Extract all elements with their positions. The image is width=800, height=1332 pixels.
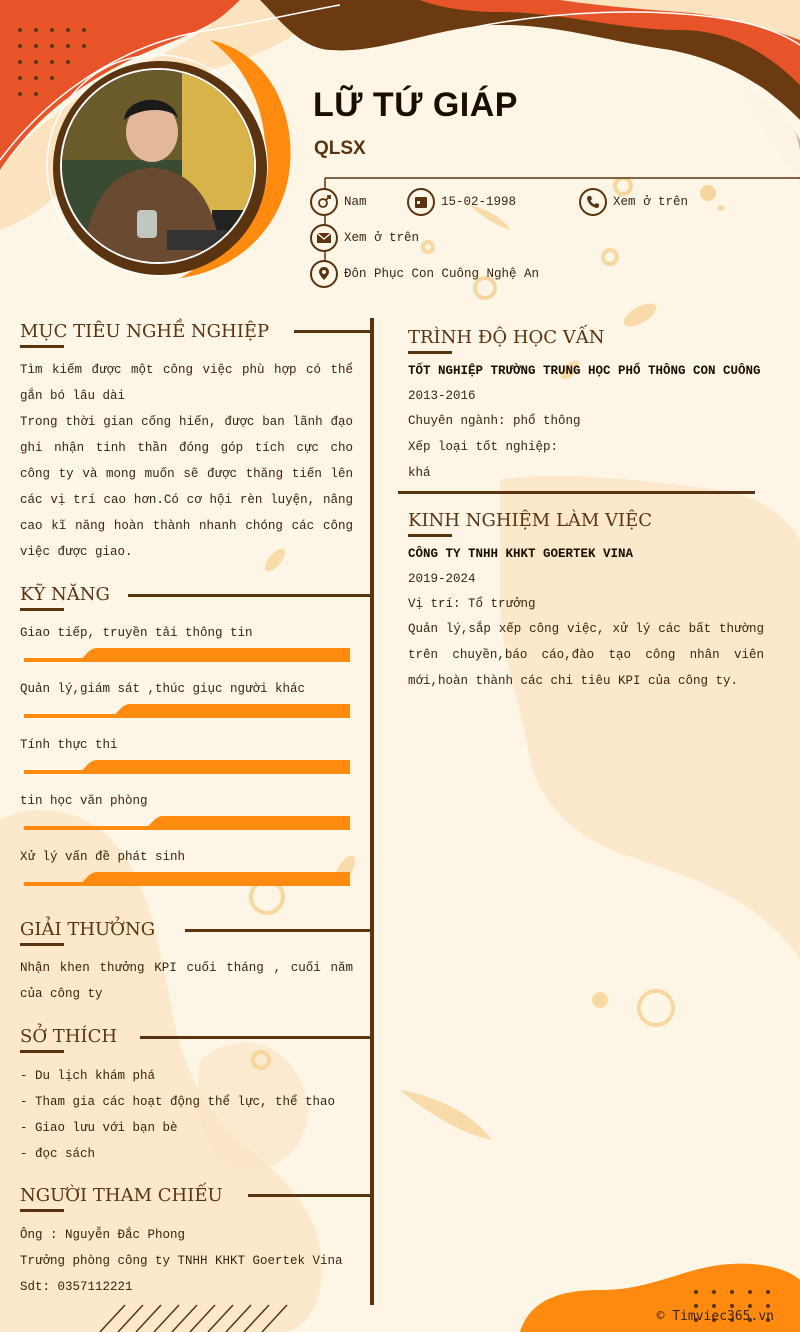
skill-label: Xử lý vấn đề phát sinh xyxy=(20,850,186,864)
awards-title xyxy=(20,919,155,940)
objective-text: Tìm kiếm được một công việc phù hợp có thể gắn bó lâu dài Trong thời gian cống hiến, được ban lãnh đạo ghi nhận tinh thần đóng góp tích cực cho công ty và mong muốn sẽ được thăng tiến lên các vị trí cao hơn.Có cơ hội rèn luyện, nâng cao kĩ năng hoàn thành nhanh chóng các công việc được giao. xyxy=(20,363,353,559)
education-period: 2013-2016 xyxy=(408,389,476,403)
skill-label: Quản lý,giám sát ,thúc giục người khác xyxy=(20,682,306,696)
birthday-text: 15-02-1998 xyxy=(441,195,517,209)
skills-rule xyxy=(128,594,374,597)
education-title-text: TRÌNH ĐỘ HỌC VẤN xyxy=(408,327,605,348)
experience-title-text: KINH NGHIỆM LÀM VIỆC xyxy=(408,510,653,531)
awards-text: Nhận khen thưởng KPI cuối tháng , cuối năm của công ty xyxy=(20,961,353,1001)
objective-rule xyxy=(294,330,374,333)
phone-text: Xem ở trên xyxy=(613,195,689,209)
hobbies-rule xyxy=(140,1036,374,1039)
skill-bar-fill xyxy=(109,704,350,718)
skill-level-bar xyxy=(20,704,350,718)
experience-title xyxy=(408,510,652,531)
reference-line: Ông : Nguyễn Đắc Phong xyxy=(20,1228,186,1242)
calendar-icon xyxy=(407,188,435,216)
location-icon xyxy=(310,260,338,288)
email-text: Xem ở trên xyxy=(344,231,420,245)
reference-line: Sdt: 0357112221 xyxy=(20,1280,133,1294)
objective-title xyxy=(20,321,269,342)
skills-title xyxy=(20,584,110,605)
hobby-item: - đọc sách xyxy=(20,1147,96,1161)
skill-level-bar xyxy=(20,648,350,662)
phone-icon xyxy=(579,188,607,216)
person-photo-illustration xyxy=(62,70,256,264)
hobby-item: - Giao lưu với bạn bè xyxy=(20,1121,178,1135)
education-rule xyxy=(398,491,755,494)
experience-period: 2019-2024 xyxy=(408,572,476,586)
skill-label: tin học văn phòng xyxy=(20,794,148,808)
education-title xyxy=(408,327,605,348)
email-icon xyxy=(310,224,338,252)
candidate-name: LỮ TỨ GIÁP xyxy=(313,86,518,124)
hobbies-title xyxy=(20,1026,117,1047)
skills-title-text: KỸ NĂNG xyxy=(20,584,110,605)
awards-title-text: GIẢI THƯỞNG xyxy=(20,919,156,940)
education-major: Chuyên ngành: phổ thông xyxy=(408,414,581,428)
skill-bar-fill xyxy=(76,760,350,774)
skill-label: Tính thực thi xyxy=(20,738,118,752)
awards-rule xyxy=(185,929,374,932)
candidate-role: QLSX xyxy=(314,138,366,159)
experience-description: Quản lý,sắp xếp công việc, xử lý các bất thường trên chuyền,báo cáo,đào tạo công nhân viên mới,hoàn thành các chi tiêu KPI của công ty. xyxy=(408,622,764,688)
skill-label: Giao tiếp, truyền tải thông tin xyxy=(20,626,253,640)
reference-line: Trưởng phòng công ty TNHH KHKT Goertek Vina xyxy=(20,1254,343,1268)
hobbies-title-text: SỞ THÍCH xyxy=(20,1026,118,1047)
skill-level-bar xyxy=(20,760,350,774)
references-title-text: NGƯỜI THAM CHIẾU xyxy=(20,1185,223,1206)
gender-icon xyxy=(310,188,338,216)
education-grade-label: Xếp loại tốt nghiệp: xyxy=(408,440,559,454)
address-text: Đôn Phục Con Cuông Nghệ An xyxy=(344,267,540,281)
skill-bar-fill xyxy=(76,648,350,662)
hobby-item: - Tham gia các hoạt động thể lực, thể thao xyxy=(20,1095,336,1109)
education-grade: khá xyxy=(408,466,431,480)
experience-company: CÔNG TY TNHH KHKT GOERTEK VINA xyxy=(408,547,634,561)
gender-text: Nam xyxy=(344,195,367,209)
references-title xyxy=(20,1185,223,1206)
footer-copyright: © Timviec365.vn xyxy=(656,1309,774,1324)
skill-level-bar xyxy=(20,816,350,830)
experience-position: Vị trí: Tổ trưởng xyxy=(408,597,536,611)
profile-photo xyxy=(60,68,256,264)
references-rule xyxy=(248,1194,374,1197)
objective-title-text: MỤC TIÊU NGHỀ NGHIỆP xyxy=(20,321,270,342)
skill-bar-fill xyxy=(76,872,350,886)
hobby-item: - Du lịch khám phá xyxy=(20,1069,156,1083)
education-school: TỐT NGHIỆP TRƯỜNG TRUNG HỌC PHỔ THÔNG CON CUÔNG xyxy=(408,364,761,378)
skill-bar-fill xyxy=(142,816,350,830)
skill-level-bar xyxy=(20,872,350,886)
